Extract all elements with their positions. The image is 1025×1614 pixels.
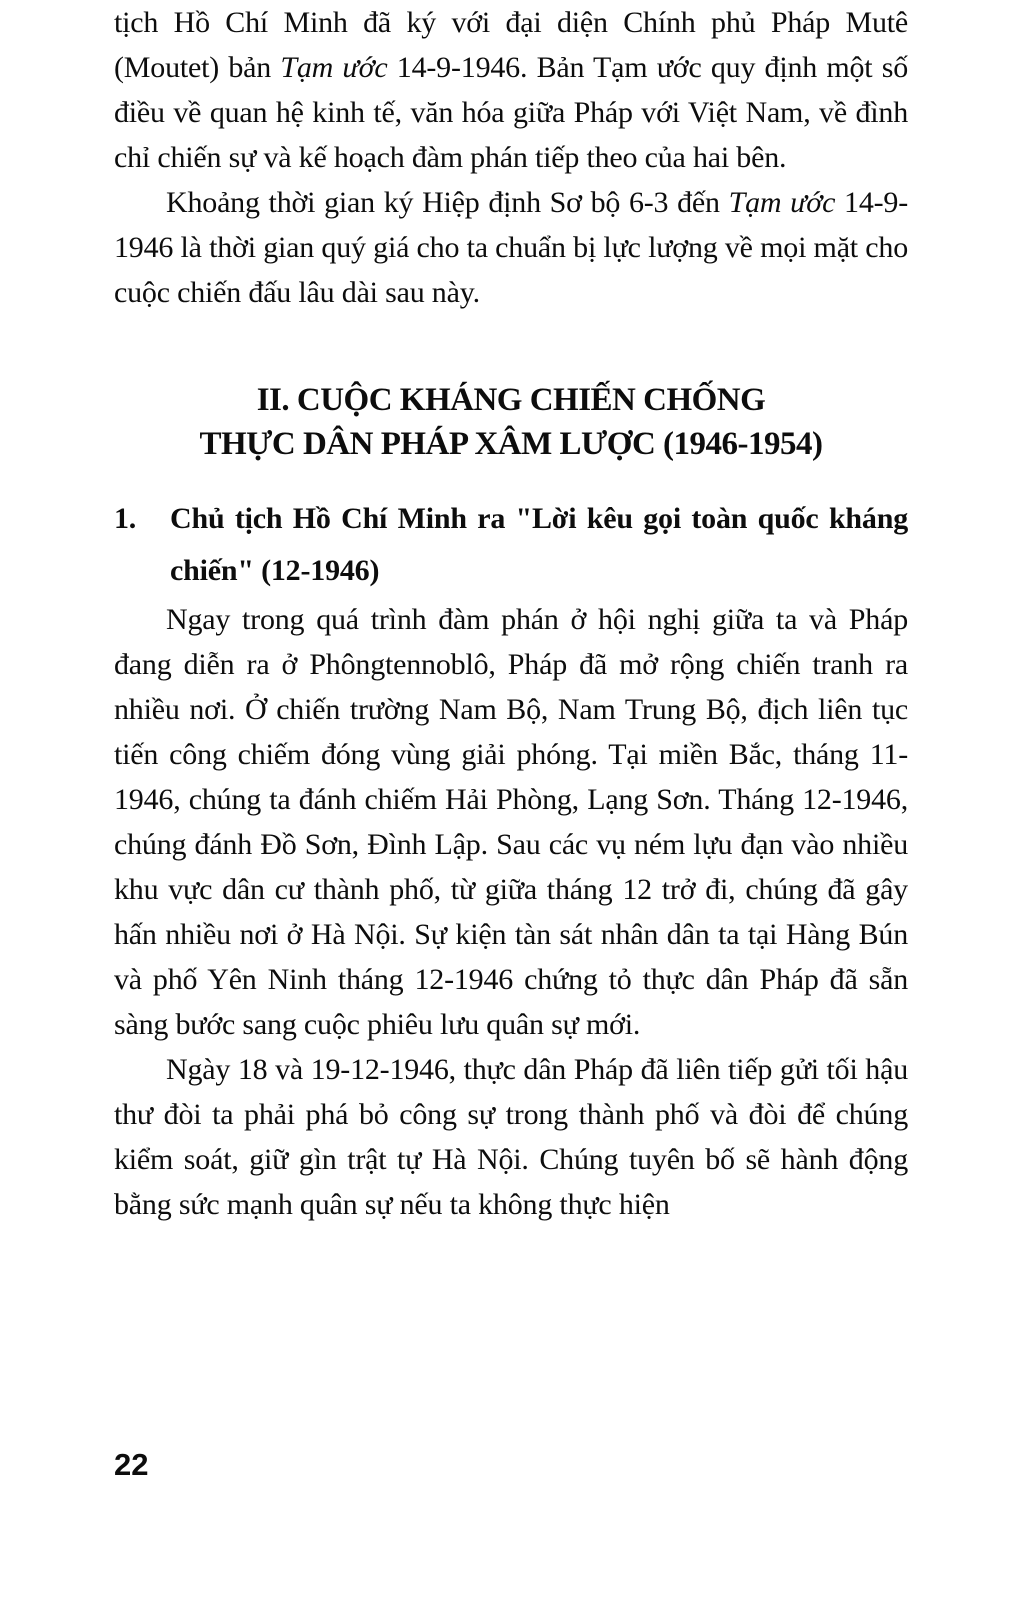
subsection-number: 1. — [114, 502, 137, 535]
paragraph-text: Khoảng thời gian ký Hiệp định Sơ bộ 6-3 đến — [166, 186, 729, 219]
paragraph-text: tịch Hồ Chí Minh đã ký với đại diện Chính phủ Pháp Mutê (Moutet) bản — [114, 6, 908, 84]
italic-term: Tạm ước — [728, 186, 836, 219]
paragraph-war-expansion: Ngay trong quá trình đàm phán ở hội nghị giữa ta và Pháp đang diễn ra ở Phôngtennoblô, Pháp đã mở rộng chiến tranh ra nhiều nơi. Ở chiến trường Nam Bộ, Nam Trung Bộ, địch liên tục tiến công chiếm đóng vùng giải phóng. Tại miền Bắc, tháng 11-1946, chúng ta đánh chiếm Hải Phòng, Lạng Sơn. Tháng 12-1946, chúng đánh Đồ Sơn, Đình Lập. Sau các vụ ném lựu đạn vào nhiều khu vực dân cư thành phố, từ giữa tháng 12 trở đi, chúng đã gây hấn nhiều nơi ở Hà Nội. Sự kiện tàn sát nhân dân ta tại Hàng Bún và phố Yên Ninh tháng 12-1946 chứng tỏ thực dân Pháp đã sẵn sàng bước sang cuộc phiêu lưu quân sự mới. — [114, 603, 908, 1041]
paragraph-text: 14-9-1946 là thời gian quý giá cho ta chuẩn bị lực lượng về mọi mặt cho cuộc chiến đấu lâu dài sau này. — [114, 186, 909, 309]
italic-term: Tạm ước — [280, 51, 388, 84]
paragraph-text: 14-9-1946. Bản Tạm ước quy định một số điều về quan hệ kinh tế, văn hóa giữa Pháp với Việt Nam, về đình chỉ chiến sự và kế hoạch đàm phán tiếp theo của hai bên. — [114, 51, 909, 174]
text-column — [114, 0, 908, 1227]
paragraph-preparation-time — [114, 180, 908, 315]
page-number: 22 — [114, 1447, 149, 1482]
paragraph-ultimatum: Ngày 18 và 19-12-1946, thực dân Pháp đã liên tiếp gửi tối hậu thư đòi ta phải phá bỏ công sự trong thành phố và đòi để chúng kiểm soát, giữ gìn trật tự Hà Nội. Chúng tuyên bố sẽ hành động bằng sức mạnh quân sự nếu ta không thực hiện — [114, 1053, 908, 1221]
section-heading-line2: THỰC DÂN PHÁP XÂM LƯỢC (1946-1954) — [199, 426, 823, 462]
paragraph-tam-uoc — [114, 0, 908, 180]
section-heading-line1: II. CUỘC KHÁNG CHIẾN CHỐNG — [256, 382, 766, 418]
subsection-heading — [114, 493, 908, 597]
subsection-title: Chủ tịch Hồ Chí Minh ra "Lời kêu gọi toàn quốc kháng chiến" (12-1946) — [170, 502, 908, 587]
section-heading — [114, 378, 908, 466]
